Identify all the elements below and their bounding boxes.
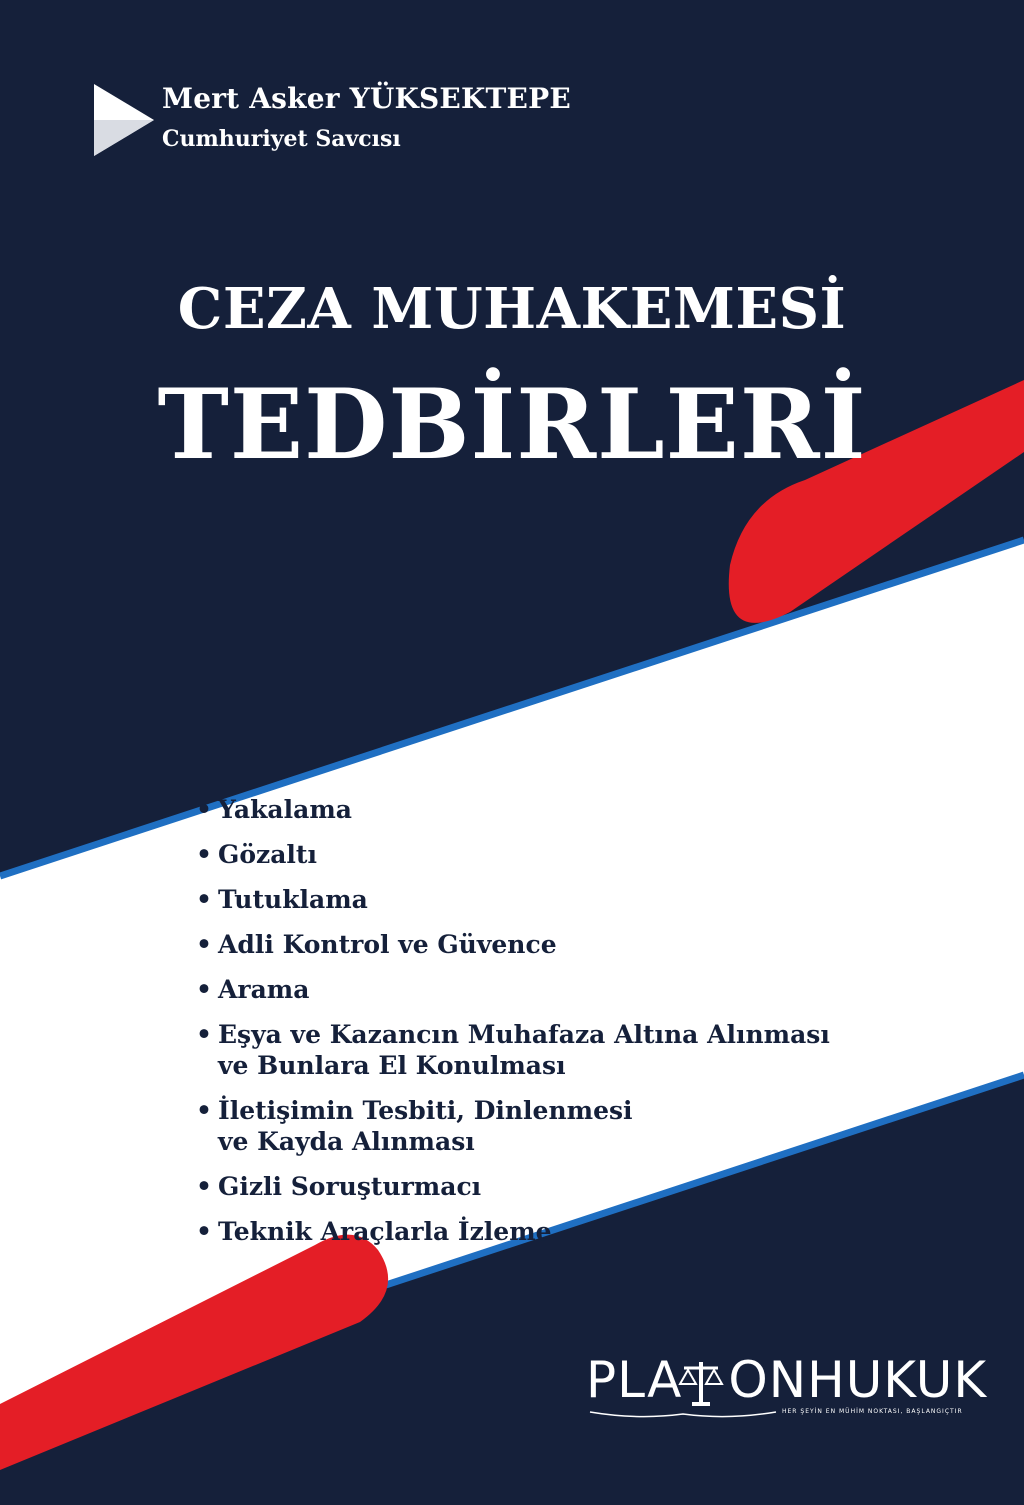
topic-text: Eşya ve Kazancın Muhafaza Altına Alınması [218,1020,830,1049]
topic-list [196,794,830,1261]
author-name: Mert Asker YÜKSEKTEPE [162,82,571,115]
topic-item [196,1216,830,1247]
topic-item [196,1095,830,1157]
topic-text: Adli Kontrol ve Güvence [218,930,557,959]
bullet-icon: • [196,840,212,869]
topic-item [196,929,830,960]
topic-text: Yakalama [218,795,352,824]
publisher-logo [586,1351,988,1422]
logo-book-lines [588,1410,778,1420]
topic-text: ve Bunlara El Konulması [218,1051,566,1080]
bullet-icon: • [196,1217,212,1246]
topic-text: Gözaltı [218,840,317,869]
topic-text: Tutuklama [218,885,368,914]
topic-item [196,1019,830,1081]
topic-text: İletişimin Tesbiti, Dinlenmesi [218,1096,633,1125]
author-title: Cumhuriyet Savcısı [162,126,401,152]
bullet-icon: • [196,1172,212,1201]
play-triangle-icon [92,82,156,158]
publisher-name [586,1352,987,1408]
topic-item [196,1171,830,1202]
publisher-name-part-1: PLA [586,1351,683,1409]
bullet-icon: • [196,975,212,1004]
scales-of-justice-icon [678,1358,724,1410]
topic-text: ve Kayda Alınması [218,1127,475,1156]
bullet-icon: • [196,795,212,824]
bullet-icon: • [196,1020,212,1049]
topic-item [196,974,830,1005]
topic-text: Gizli Soruşturmacı [218,1172,482,1201]
book-title-line-2: TEDBİRLERİ [157,368,867,481]
publisher-name-part-2: ONHUKUK [728,1351,988,1409]
topic-item [196,839,830,870]
bullet-icon: • [196,1096,212,1125]
publisher-tagline: HER ŞEYİN EN MÜHİM NOKTASI, BAŞLANGIÇTIR [782,1408,963,1415]
bullet-icon: • [196,885,212,914]
book-title-line-1: CEZA MUHAKEMESİ [177,276,847,342]
topic-text: Teknik Araçlarla İzleme [218,1217,552,1246]
bullet-icon: • [196,930,212,959]
topic-text: Arama [218,975,310,1004]
topic-item [196,884,830,915]
topic-item [196,794,830,825]
